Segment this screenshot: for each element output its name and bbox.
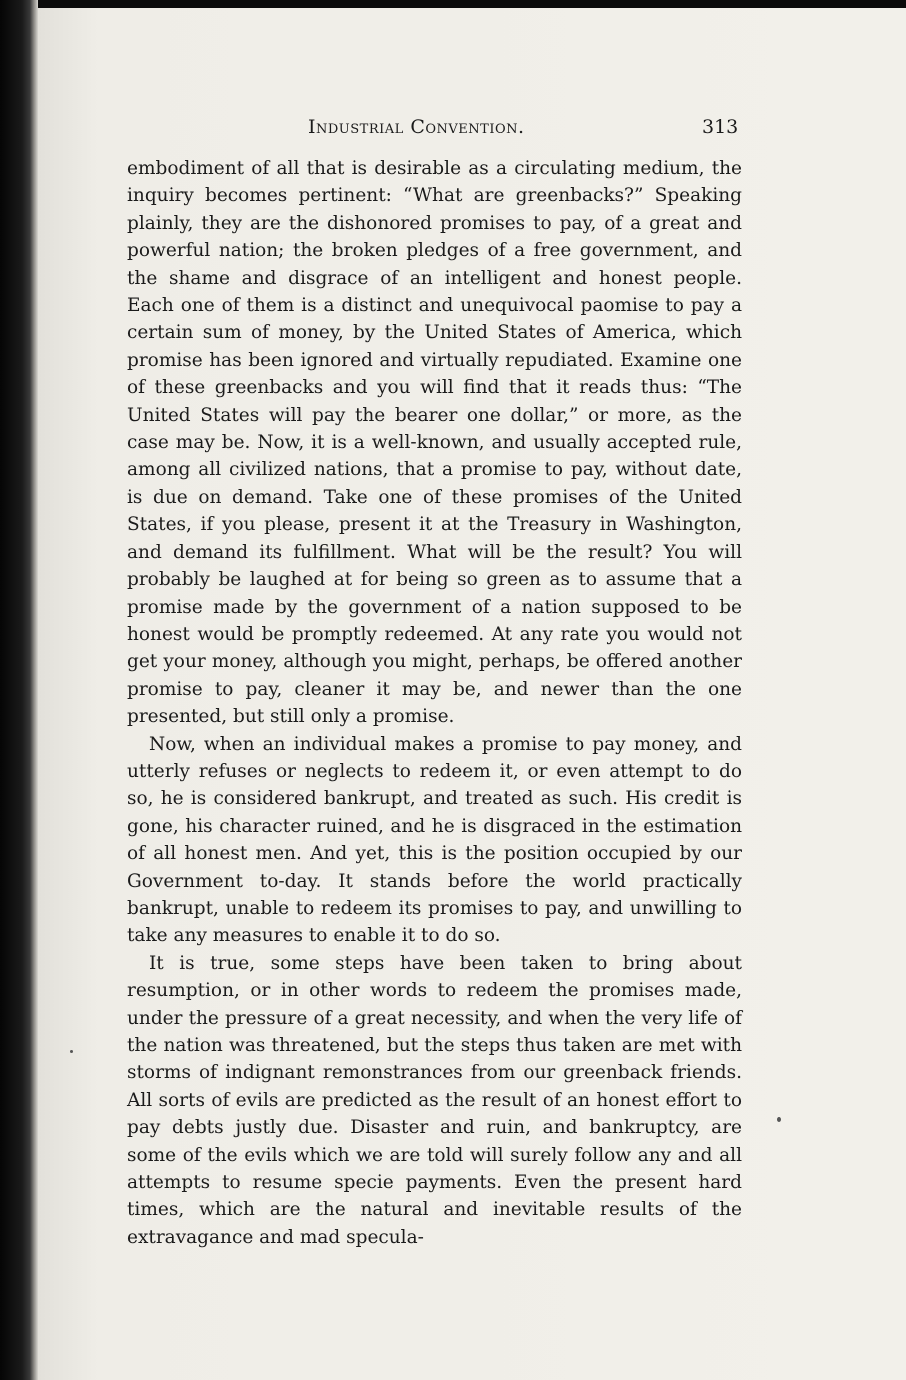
book-spine-shadow: [0, 0, 38, 1380]
paragraph-1: embodiment of all that is desirable as a circulating medium, the inquiry becomes pertinent: “What are greenbacks?” Speaking plainly, they are the dishonored promises to pay, of a great and powerful nation; the broken pledges of a free government, and the shame and disgrace of an intelligent and honest people. Each one of them is a distinct and unequivocal paomise to pay a certain sum of money, by the United States of America, which promise has been ignored and virtually repudiated. Examine one of these greenbacks and you will find that it reads thus: “The United States will pay the bearer one dollar,” or more, as the case may be. Now, it is a well-known, and usually accepted rule, among all civilized nations, that a promise to pay, without date, is due on demand. Take one of these promises of the United States, if you please, present it at the Treasury in Washington, and demand its fulfillment. What will be the result? You will probably be laughed at for being so green as to assume that a promise made by the government of a nation supposed to be honest would be promptly redeemed. At any rate you would not get your money, although you might, perhaps, be offered another promise to pay, cleaner it may be, and newer than the one presented, but still only a promise.: [127, 158, 742, 728]
page-top-edge: [0, 0, 906, 8]
speck-mark: [70, 1050, 73, 1053]
running-head: [0, 116, 906, 142]
paragraph-2: Now, when an individual makes a promise to pay money, and utterly refuses or neglects to redeem it, or even attempt to do so, he is considered bankrupt, and treated as such. His credit is gone, his character ruined, and he is disgraced in the estimation of all honest men. And yet, this is the position occupied by our Government to-day. It stands before the world practically bankrupt, unable to redeem its promises to pay, and unwilling to take any measures to enable it to do so.: [127, 733, 742, 947]
speck-mark: [777, 1117, 781, 1122]
page-number: 313: [702, 116, 739, 138]
paragraph-3: It is true, some steps have been taken to bring about resumption, or in other words to redeem the promises made, under the pressure of a great necessity, and when the very life of the nation was threatened, but the steps thus taken are met with storms of indignant remonstrances from our greenback friends. All sorts of evils are predicted as the result of an honest effort to pay debts justly due. Disaster and ruin, and bankruptcy, are some of the evils which we are told will surely follow any and all attempts to resume specie payments. Even the present hard times, which are the natural and inevitable results of the extravagance and mad specula-: [127, 952, 742, 1248]
body-text: [127, 155, 742, 1251]
running-head-title: Industrial Convention.: [308, 116, 525, 138]
